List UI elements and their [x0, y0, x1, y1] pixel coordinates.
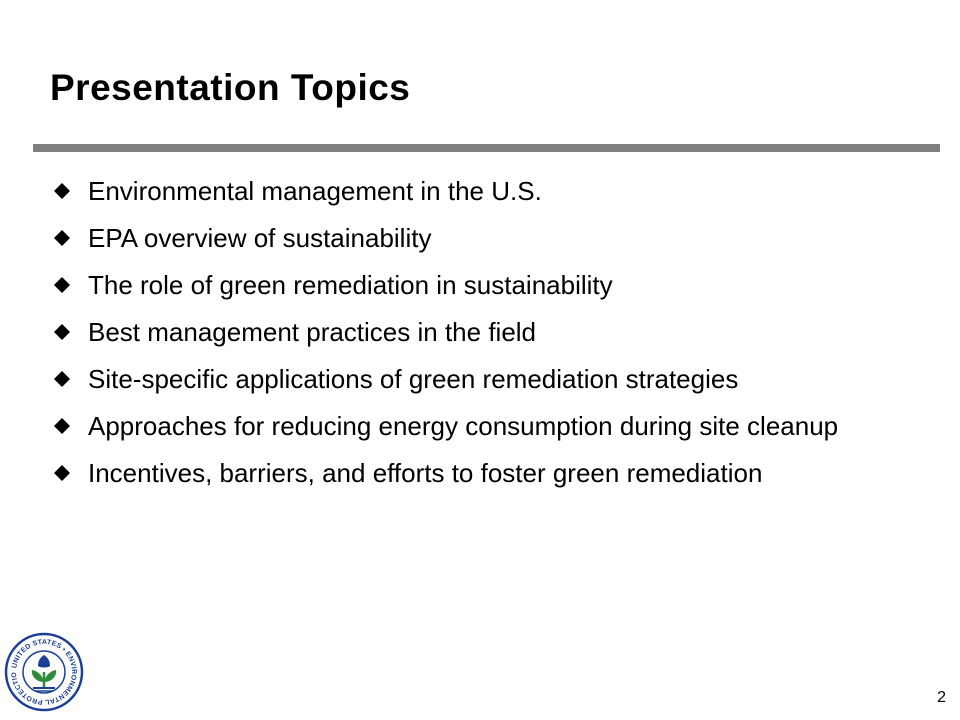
diamond-bullet-icon [54, 465, 70, 481]
diamond-bullet-icon [54, 324, 70, 340]
title-divider [33, 144, 940, 152]
topic-item [50, 270, 910, 300]
topic-text: Best management practices in the field [88, 317, 537, 347]
topic-text: Approaches for reducing energy consumption during site cleanup [88, 411, 839, 441]
diamond-bullet-icon [54, 183, 70, 199]
topic-item [50, 364, 910, 394]
epa-seal-icon [4, 630, 84, 714]
topic-text: Site-specific applications of green remediation strategies [88, 364, 739, 394]
diamond-bullet-icon [54, 230, 70, 246]
slide-title: Presentation Topics [50, 67, 411, 108]
diamond-bullet-icon [54, 277, 70, 293]
topic-item [50, 317, 910, 347]
page-number: 2 [937, 689, 946, 706]
topic-item [50, 458, 910, 488]
topic-item [50, 411, 910, 441]
topic-list [50, 176, 910, 505]
diamond-bullet-icon [54, 418, 70, 434]
topic-text: EPA overview of sustainability [88, 223, 432, 253]
topic-item [50, 223, 910, 253]
diamond-bullet-icon [54, 371, 70, 387]
topic-item [50, 176, 910, 206]
topic-text: Environmental management in the U.S. [88, 176, 542, 206]
topic-text: The role of green remediation in sustainability [88, 270, 613, 300]
svg-text:UNITED STATES • ENVIRONMENTAL: UNITED STATES • ENVIRONMENTAL PROTECTIO [10, 638, 78, 706]
topic-text: Incentives, barriers, and efforts to foster green remediation [88, 458, 763, 488]
